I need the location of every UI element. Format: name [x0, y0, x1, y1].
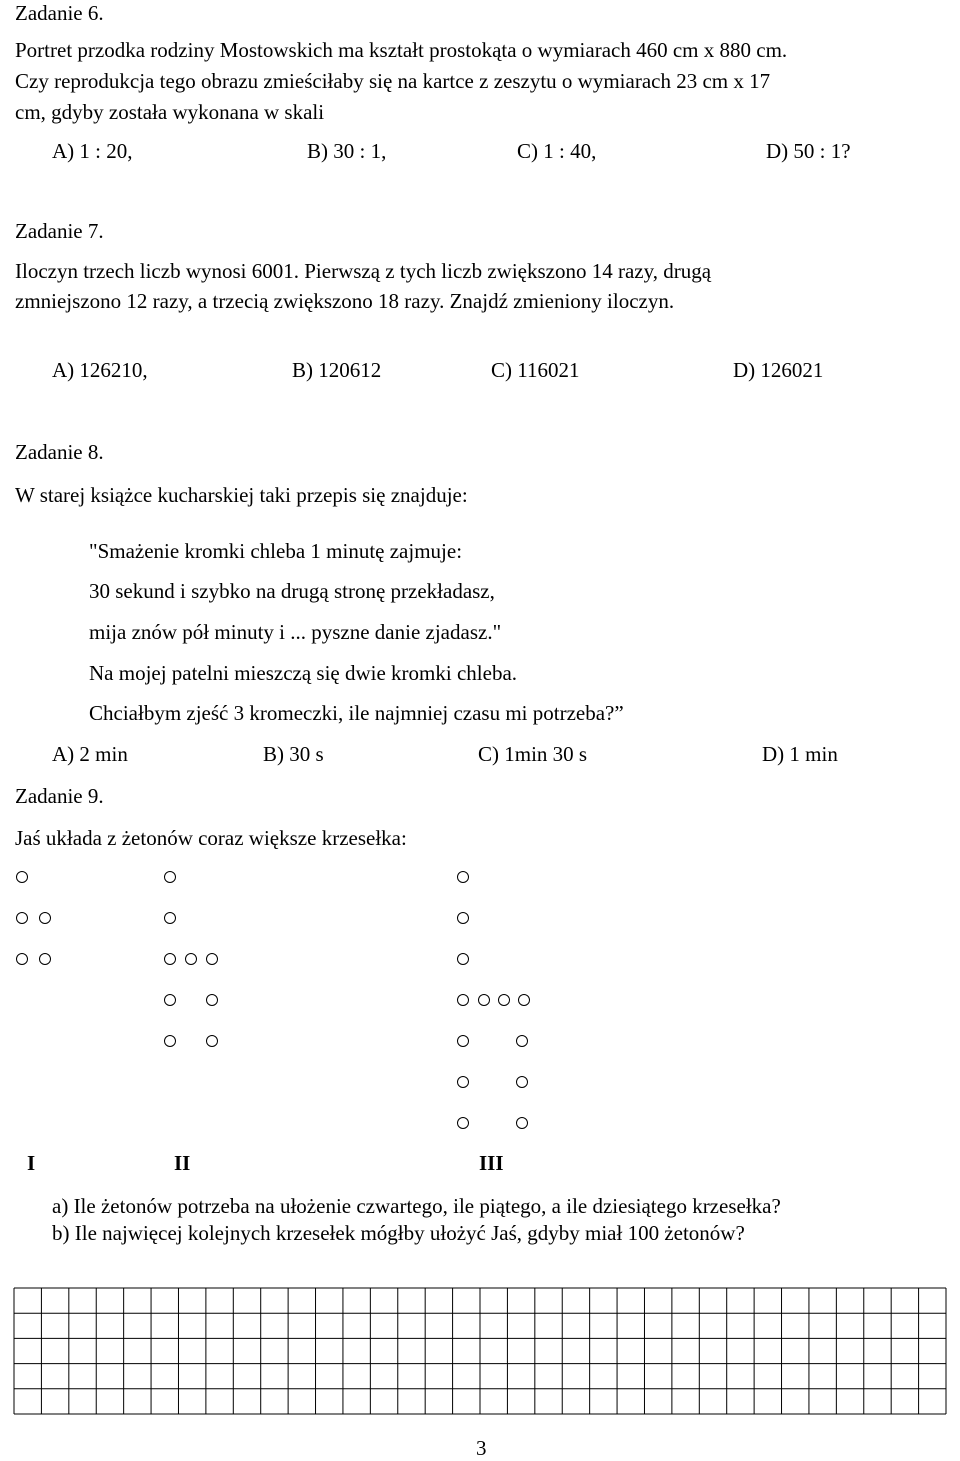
token — [457, 912, 469, 924]
token — [516, 1117, 528, 1129]
task8-intro: W starej książce kucharskiej taki przepis się znajduje: — [15, 483, 468, 507]
task8-title: Zadanie 8. — [15, 440, 104, 464]
figure-label-2: II — [174, 1151, 191, 1175]
task8-quote-line-4: Na mojej patelni mieszczą się dwie kromki chleba. — [89, 661, 518, 685]
task7-line-2: zmniejszono 12 razy, a trzecią zwiększono 18 razy. Znajdź zmieniony iloczyn. — [15, 289, 675, 313]
answer-grid[interactable] — [13, 1287, 947, 1415]
token — [457, 994, 469, 1006]
task6-option-c: C) 1 : 40, — [517, 139, 597, 163]
token — [457, 871, 469, 883]
task6-option-b: B) 30 : 1, — [307, 139, 387, 163]
token — [16, 871, 28, 883]
task8-option-d: D) 1 min — [762, 742, 838, 766]
task7-title: Zadanie 7. — [15, 219, 104, 243]
token — [16, 953, 28, 965]
task7-line-1: Iloczyn trzech liczb wynosi 6001. Pierwszą z tych liczb zwiększono 14 razy, drugą — [15, 259, 712, 283]
task8-quote-line-2: 30 sekund i szybko na drugą stronę przekładasz, — [89, 579, 495, 603]
task9-intro: Jaś układa z żetonów coraz większe krzesełka: — [15, 826, 407, 850]
token — [478, 994, 490, 1006]
task8-option-b: B) 30 s — [263, 742, 324, 766]
task8-quote-line-5: Chciałbym zjeść 3 kromeczki, ile najmniej czasu mi potrzeba?” — [89, 701, 624, 725]
task6-line-3: cm, gdyby została wykonana w skali — [15, 100, 325, 124]
figure-label-3: III — [479, 1151, 504, 1175]
token — [457, 1076, 469, 1088]
task9-question-b: b) Ile najwięcej kolejnych krzesełek mógłby ułożyć Jaś, gdyby miał 100 żetonów? — [52, 1221, 745, 1245]
task6-line-2: Czy reprodukcja tego obrazu zmieściłaby się na kartce z zeszytu o wymiarach 23 cm x 17 — [15, 69, 771, 93]
token — [516, 1076, 528, 1088]
token — [164, 871, 176, 883]
token — [457, 1035, 469, 1047]
token — [185, 953, 197, 965]
token — [39, 953, 51, 965]
token — [164, 953, 176, 965]
task8-option-c: C) 1min 30 s — [478, 742, 588, 766]
token — [206, 994, 218, 1006]
page-number: 3 — [476, 1436, 487, 1460]
token — [206, 1035, 218, 1047]
token — [16, 912, 28, 924]
task8-quote-line-3: mija znów pół minuty i ... pyszne danie zjadasz." — [89, 620, 502, 644]
token — [498, 994, 510, 1006]
task7-option-b: B) 120612 — [292, 358, 382, 382]
task7-option-a: A) 126210, — [52, 358, 148, 382]
token — [164, 912, 176, 924]
token — [164, 1035, 176, 1047]
task6-title: Zadanie 6. — [15, 1, 104, 25]
task7-option-c: C) 116021 — [491, 358, 580, 382]
task6-option-d: D) 50 : 1? — [766, 139, 851, 163]
task7-option-d: D) 126021 — [733, 358, 824, 382]
token — [518, 994, 530, 1006]
task6-line-1: Portret przodka rodziny Mostowskich ma kształt prostokąta o wymiarach 460 cm x 880 cm. — [15, 38, 788, 62]
task9-question-a: a) Ile żetonów potrzeba na ułożenie czwartego, ile piątego, a ile dziesiątego krzesełka? — [52, 1194, 781, 1218]
task6-option-a: A) 1 : 20, — [52, 139, 133, 163]
token — [457, 953, 469, 965]
token — [457, 1117, 469, 1129]
token — [516, 1035, 528, 1047]
token — [164, 994, 176, 1006]
task8-quote-line-1: "Smażenie kromki chleba 1 minutę zajmuje: — [89, 539, 463, 563]
task8-option-a: A) 2 min — [52, 742, 128, 766]
figure-label-1: I — [27, 1151, 36, 1175]
token — [206, 953, 218, 965]
task9-title: Zadanie 9. — [15, 784, 104, 808]
token — [39, 912, 51, 924]
